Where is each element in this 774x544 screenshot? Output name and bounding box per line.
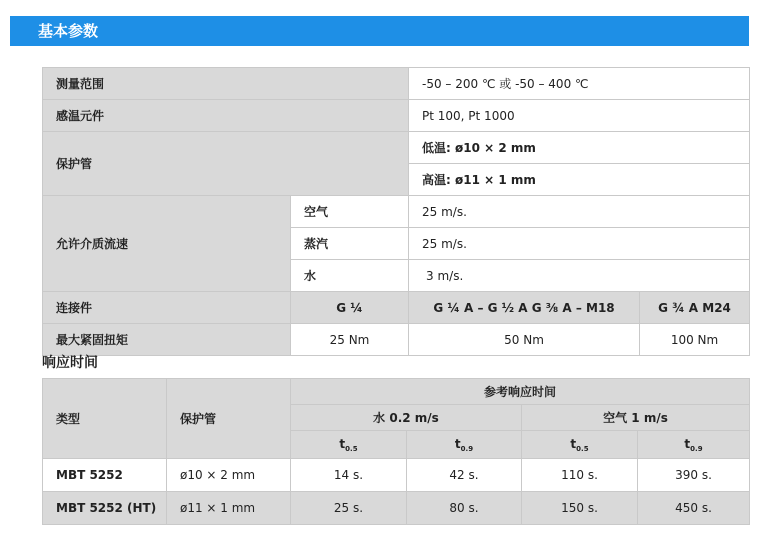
- row2-type: MBT 5252 (HT): [43, 492, 167, 525]
- tube-low: 低温: ø10 × 2 mm: [409, 132, 750, 164]
- table-row: [43, 100, 750, 132]
- row2-tube: ø11 × 1 mm: [167, 492, 291, 525]
- connector-value-3: G ¾ A M24: [640, 292, 750, 324]
- table-row: [43, 292, 750, 324]
- table-row: [43, 379, 750, 405]
- torque-value-2: 50 Nm: [409, 324, 640, 356]
- sensor-value: Pt 100, Pt 1000: [409, 100, 750, 132]
- response-time-title: 响应时间: [42, 355, 98, 371]
- row1-type: MBT 5252: [43, 459, 167, 492]
- row2-air-t09: 450 s.: [638, 492, 750, 525]
- flow-value-steam: 25 m/s.: [409, 228, 750, 260]
- row2-water-t09: 80 s.: [407, 492, 522, 525]
- measure-range-value: -50 – 200 ℃ 或 -50 – 400 ℃: [409, 68, 750, 100]
- torque-value-3: 100 Nm: [640, 324, 750, 356]
- flow-medium-water: 水: [291, 260, 409, 292]
- water-header: 水 0.2 m/s: [291, 405, 522, 431]
- row2-water-t05: 25 s.: [291, 492, 407, 525]
- table-row: [43, 459, 750, 492]
- table-row: [43, 68, 750, 100]
- connector-label: 连接件: [43, 292, 291, 324]
- connector-value-2: G ¼ A – G ½ A G ⅜ A – M18: [409, 292, 640, 324]
- row1-tube: ø10 × 2 mm: [167, 459, 291, 492]
- row1-water-t09: 42 s.: [407, 459, 522, 492]
- torque-label: 最大紧固扭矩: [43, 324, 291, 356]
- air-header: 空气 1 m/s: [522, 405, 750, 431]
- tube-label: 保护管: [43, 132, 409, 196]
- tube-high: 高温: ø11 × 1 mm: [409, 164, 750, 196]
- flow-medium-air: 空气: [291, 196, 409, 228]
- section-banner: [10, 16, 749, 46]
- air-t09-header: $t_{0.9}$: [638, 431, 750, 459]
- response-time-table: [42, 378, 750, 525]
- banner-title: 基本参数: [38, 22, 99, 40]
- water-t09-header: $t_{0.9}$: [407, 431, 522, 459]
- table-row: [43, 132, 750, 164]
- sensor-label: 感温元件: [43, 100, 409, 132]
- connector-value-1: G ¼: [291, 292, 409, 324]
- table-row: [43, 196, 750, 228]
- flow-value-water: 3 m/s.: [409, 260, 750, 292]
- table-row: [43, 324, 750, 356]
- flow-label: 允许介质流速: [43, 196, 291, 292]
- flow-medium-steam: 蒸汽: [291, 228, 409, 260]
- col-tube-header: 保护管: [167, 379, 291, 459]
- row2-air-t05: 150 s.: [522, 492, 638, 525]
- basic-parameters-table: [42, 67, 750, 356]
- row1-air-t09: 390 s.: [638, 459, 750, 492]
- col-type-header: 类型: [43, 379, 167, 459]
- ref-response-header: 参考响应时间: [291, 379, 750, 405]
- row1-water-t05: 14 s.: [291, 459, 407, 492]
- torque-value-1: 25 Nm: [291, 324, 409, 356]
- measure-range-label: 测量范围: [43, 68, 409, 100]
- table-row: [43, 492, 750, 525]
- flow-value-air: 25 m/s.: [409, 196, 750, 228]
- water-t05-header: $t_{0.5}$: [291, 431, 407, 459]
- air-t05-header: $t_{0.5}$: [522, 431, 638, 459]
- row1-air-t05: 110 s.: [522, 459, 638, 492]
